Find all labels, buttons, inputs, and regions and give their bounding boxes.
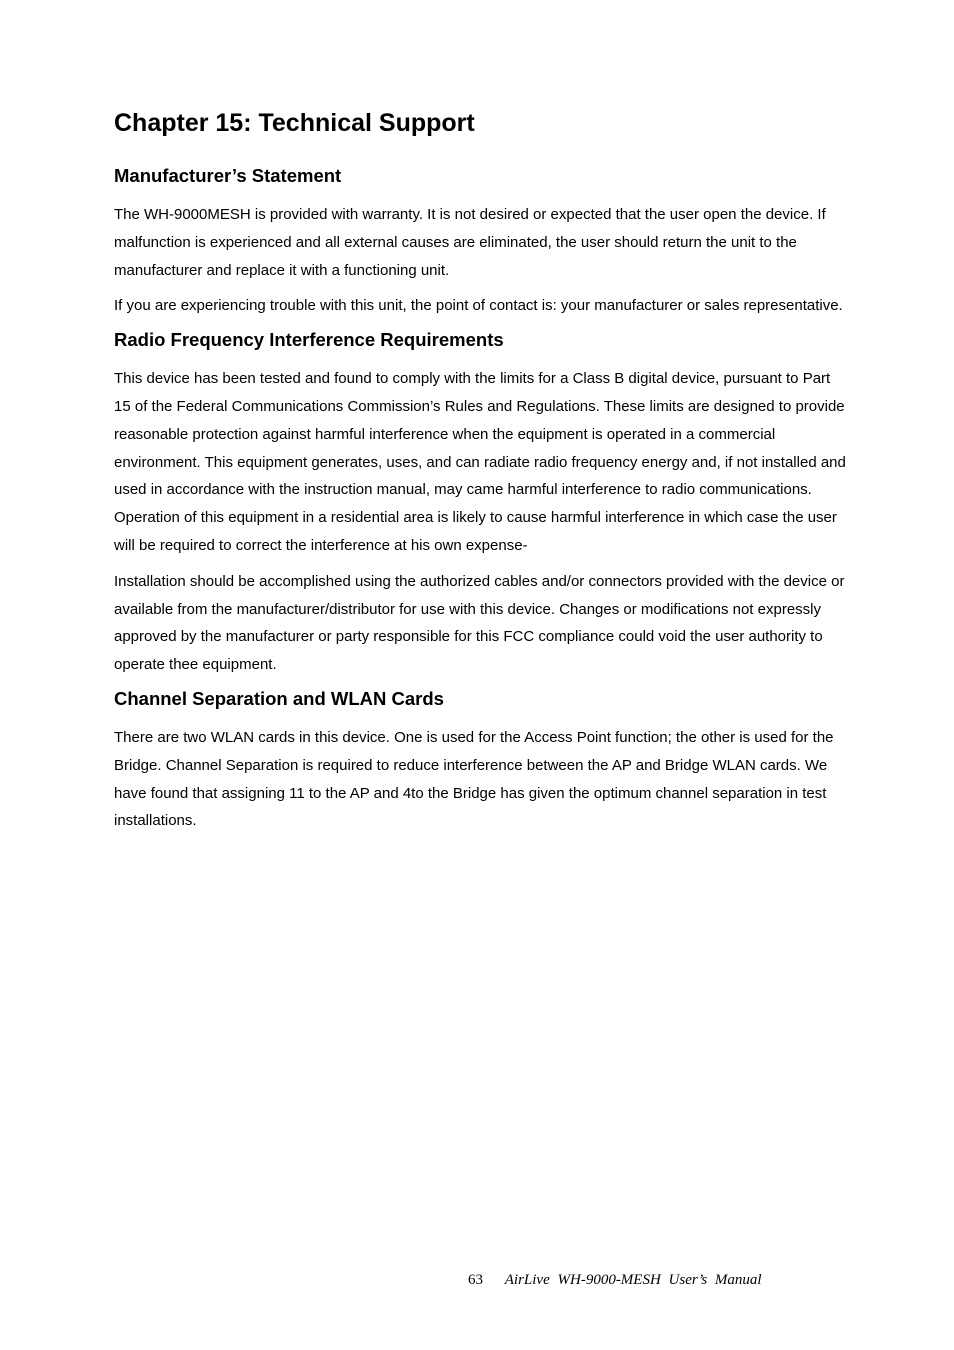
section-manufacturers-statement bbox=[114, 164, 846, 320]
section-heading: Channel Separation and WLAN Cards bbox=[114, 687, 444, 709]
paragraph: There are two WLAN cards in this device. One is used for the Access Point function; the other is used for the Bridge. Channel Separation is required to reduce interference between the AP and Bridge WLAN cards. We have found that assigning 11 to the AP and 4to the Bridge has given the optimum channel separation in test installations. bbox=[114, 728, 834, 830]
page-number: 63 bbox=[468, 1272, 483, 1288]
paragraph: Installation should be accomplished using the authorized cables and/or connectors provided with the device or available from the manufacturer/distributor for use with this device. Changes or modifications not expressly approved by the manufacturer or party responsible for this FCC compliance could void the user authority to operate thee equipment. bbox=[114, 572, 845, 674]
section-heading: Radio Frequency Interference Requirements bbox=[114, 329, 504, 351]
paragraph: If you are experiencing trouble with this unit, the point of contact is: your manufacturer or sales representative. bbox=[114, 297, 843, 315]
paragraph: This device has been tested and found to comply with the limits for a Class B digital device, pursuant to Part 15 of the Federal Communications Commission’s Rules and Regulations. These limits are designed to provide reasonable protection against harmful interference when the equipment is operated in a commercial environment. This equipment generates, uses, and can radiate radio frequency energy and, if not installed and used in accordance with the instruction manual, may came harmful interference to radio communications. Operation of this equipment in a residential area is likely to cause harmful interference in which case the user will be required to correct the interference at his own expense- bbox=[114, 370, 846, 554]
manual-title: AirLive WH-9000-MESH User’s Manual bbox=[504, 1272, 762, 1288]
page-content bbox=[114, 106, 846, 843]
section-rf-interference bbox=[114, 328, 846, 679]
section-heading: Manufacturer’s Statement bbox=[114, 165, 342, 186]
paragraph: The WH-9000MESH is provided with warranty. It is not desired or expected that the user open the device. If malfunction is experienced and all external causes are eliminated, the user should return the unit to the manufacturer and replace it with a functioning unit. bbox=[114, 206, 826, 279]
section-channel-separation bbox=[114, 687, 846, 835]
chapter-title: Chapter 15: Technical Support bbox=[114, 109, 475, 137]
page-footer bbox=[468, 1272, 762, 1289]
